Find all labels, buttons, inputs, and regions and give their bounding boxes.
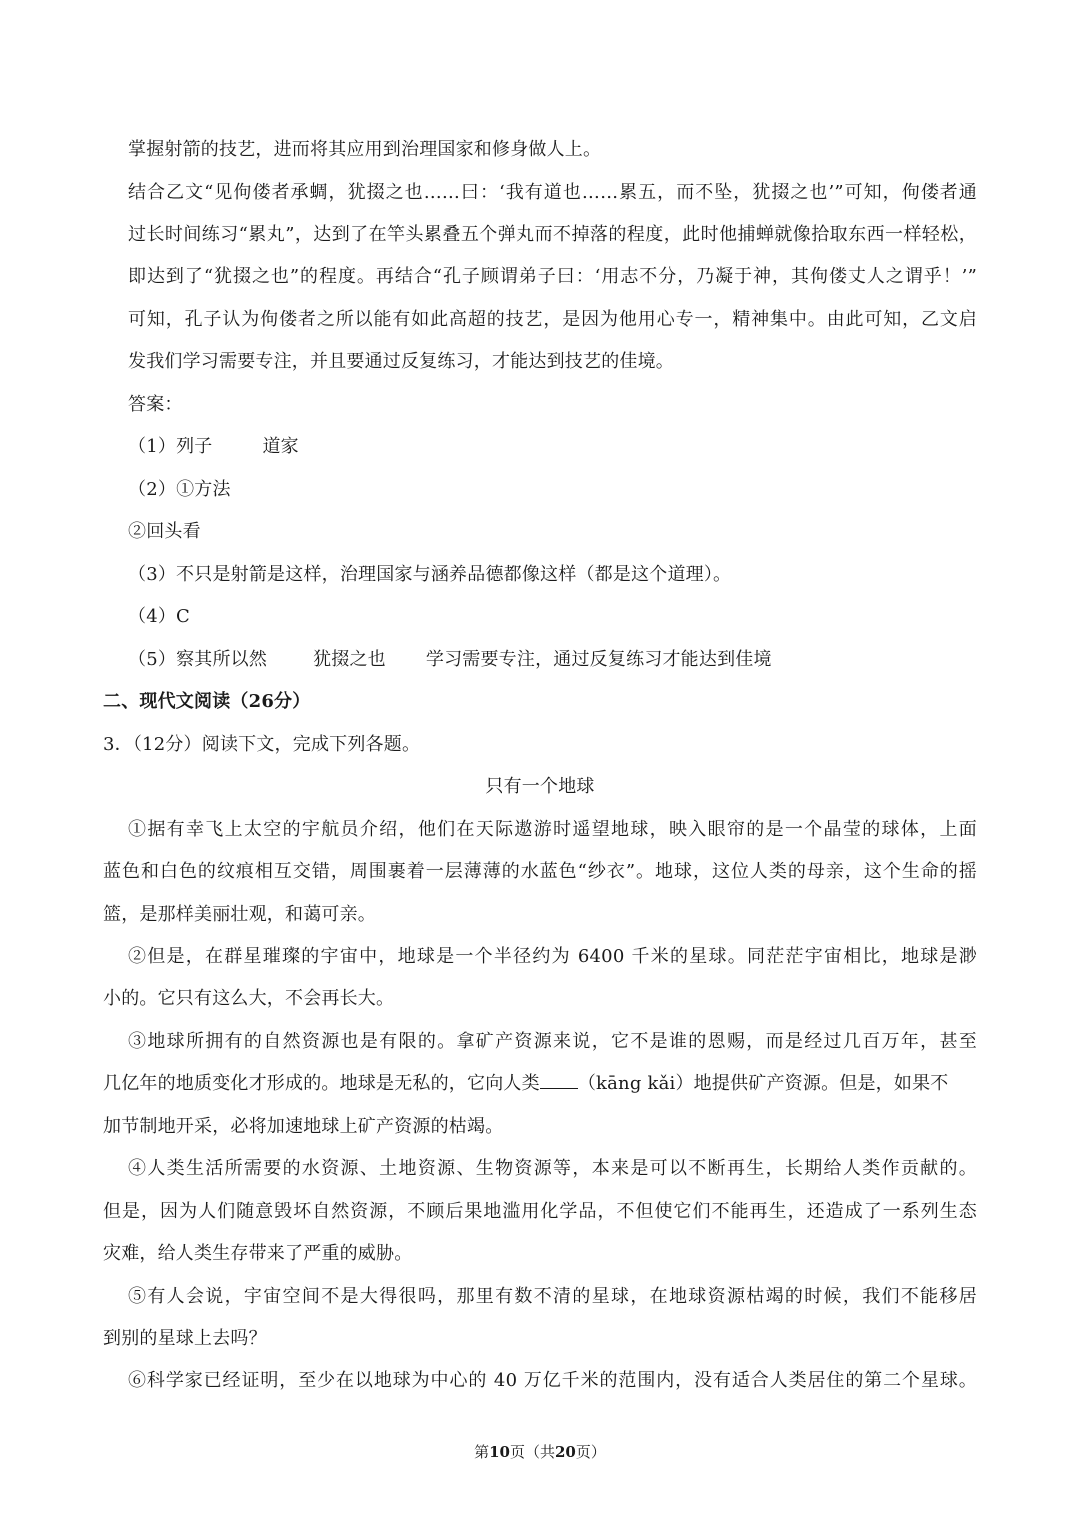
- paragraph-3-line: ③地球所拥有的自然资源也是有限的。拿矿产资源来说，它不是谁的恩赐，而是经过几百万年，甚至: [128, 1031, 977, 1052]
- answer-1-number: （1）: [128, 436, 177, 457]
- answer-4: （4）C: [128, 606, 191, 627]
- footer-suffix: 页）: [575, 1443, 606, 1461]
- answer-1-part-2: 道家: [262, 436, 299, 457]
- analysis-line: 掌握射箭的技艺，进而将其应用到治理国家和修身做人上。: [128, 139, 602, 160]
- paragraph-3-text: 几亿年的地质变化才形成的。地球是无私的，它向人类: [103, 1073, 540, 1094]
- paragraph-3-text: （kāng kǎi）地提供矿产资源。但是，如果不: [577, 1073, 949, 1094]
- answer-3: （3）不只是射箭是这样，治理国家与涵养品德都像这样（都是这个道理）。: [128, 564, 732, 585]
- paragraph-4-line: 但是，因为人们随意毁坏自然资源，不顾后果地滥用化学品，不但使它们不能再生，还造成了一系列生态: [103, 1201, 977, 1222]
- page-number: 10: [489, 1443, 510, 1461]
- paragraph-2-line: 小的。它只有这么大，不会再长大。: [103, 988, 395, 1009]
- passage-title: 只有一个地球: [485, 776, 595, 797]
- paragraph-4-line: 灾难，给人类生存带来了严重的威胁。: [103, 1243, 413, 1264]
- answer-2: [128, 478, 231, 502]
- answer-2b: ②回头看: [128, 521, 201, 542]
- analysis-line: 结合乙文“见佝偻者承蜩，犹掇之也……曰：‘我有道也……累五，而不坠，犹掇之也’”可知，佝偻者通: [128, 182, 977, 203]
- answer-2-number: （2）: [128, 479, 177, 500]
- page-footer: [0, 1442, 1080, 1462]
- footer-prefix: 第: [474, 1443, 490, 1461]
- paragraph-5-line: 到别的星球上去吗？: [103, 1328, 267, 1349]
- answer-label: 答案：: [128, 394, 183, 415]
- analysis-line: 可知，孔子认为佝偻者之所以能有如此高超的技艺，是因为他用心专一，精神集中。由此可知，乙文启: [128, 309, 977, 330]
- answer-5: [128, 648, 772, 672]
- footer-middle: 页（共: [509, 1443, 555, 1461]
- analysis-line: 即达到了“犹掇之也”的程度。再结合“孔子顾谓弟子曰：‘用志不分，乃凝于神，其佝偻丈人之谓乎！’”: [128, 266, 977, 287]
- paragraph-1-line: 篮，是那样美丽壮观，和蔼可亲。: [103, 904, 376, 925]
- answer-1: [128, 435, 299, 459]
- paragraph-2-line: ②但是，在群星璀璨的宇宙中，地球是一个半径约为 6400 千米的星球。同茫茫宇宙相比，地球是渺: [128, 946, 977, 967]
- analysis-line: 过长时间练习“累丸”，达到了在竿头累叠五个弹丸而不掉落的程度，此时他捕蝉就像拾取东西一样轻松，: [128, 224, 977, 245]
- page-total: 20: [555, 1443, 576, 1461]
- section-heading: 二、现代文阅读（26分）: [103, 691, 311, 712]
- paragraph-3-line: [103, 1072, 977, 1096]
- answer-5-number: （5）: [128, 649, 177, 670]
- answer-5-part-1: 察其所以然: [176, 649, 268, 670]
- paragraph-6-line: ⑥科学家已经证明，至少在以地球为中心的 40 万亿千米的范围内，没有适合人类居住的第二个星球。: [128, 1370, 977, 1391]
- answer-2-part-1: ①方法: [176, 479, 231, 500]
- paragraph-1-line: 蓝色和白色的纹痕相互交错，周围裹着一层薄薄的水蓝色“纱衣”。地球，这位人类的母亲，这个生命的摇: [103, 861, 977, 882]
- answer-blank: [540, 1072, 578, 1089]
- answer-5-part-3: 学习需要专注，通过反复练习才能达到佳境: [425, 649, 772, 670]
- paragraph-3-line: 加节制地开采，必将加速地球上矿产资源的枯竭。: [103, 1116, 504, 1137]
- paragraph-1-line: ①据有幸飞上太空的宇航员介绍，他们在天际遨游时遥望地球，映入眼帘的是一个晶莹的球体，上面: [128, 819, 977, 840]
- answer-5-part-2: 犹掇之也: [313, 649, 386, 670]
- analysis-line: 发我们学习需要专注，并且要通过反复练习，才能达到技艺的佳境。: [128, 351, 674, 372]
- answer-1-part-1: 列子: [176, 436, 213, 457]
- paragraph-4-line: ④人类生活所需要的水资源、土地资源、生物资源等，本来是可以不断再生，长期给人类作贡献的。: [128, 1158, 977, 1179]
- paragraph-5-line: ⑤有人会说，宇宙空间不是大得很吗，那里有数不清的星球，在地球资源枯竭的时候，我们不能移居: [128, 1286, 977, 1307]
- question-3: 3．（12分）阅读下文，完成下列各题。: [103, 734, 421, 755]
